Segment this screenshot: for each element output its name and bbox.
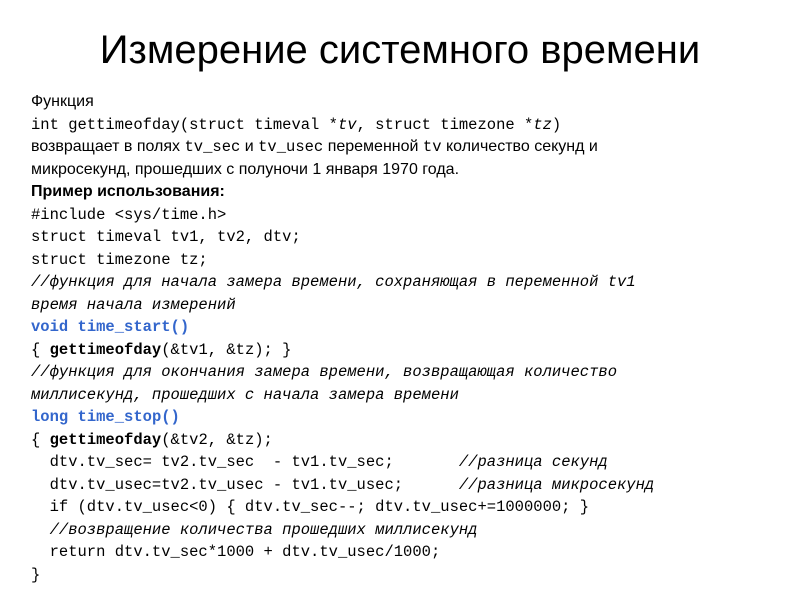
call-gettimeofday: gettimeofday: [49, 430, 162, 449]
code-include: #include <sys/time.h>: [31, 205, 227, 224]
field-tv-sec: tv_sec: [184, 138, 241, 156]
code-text: dtv.tv_usec=tv2.tv_usec - tv1.tv_usec;: [31, 475, 459, 494]
slide-body: [31, 91, 781, 586]
description-text: возвращает в полях: [31, 138, 185, 155]
code-comment: миллисекунд, прошедших с начала замера времени: [31, 385, 459, 404]
code-comment: //возвращение количества прошедших миллисекунд: [31, 520, 478, 539]
code-declaration: struct timezone tz;: [31, 250, 208, 269]
code-inline-comment: //разница секунд: [458, 453, 608, 471]
description-line: микросекунд, прошедших с полуночи 1 января 1970 года.: [31, 160, 460, 178]
code-declaration: struct timeval tv1, tv2, dtv;: [31, 228, 301, 246]
code-comment: //функция для начала замера времени, сохраняющая в переменной tv1: [31, 273, 636, 291]
function-label: Функция: [31, 93, 94, 110]
code-brace: }: [31, 565, 41, 584]
code-comment: время начала измерений: [31, 295, 236, 314]
example-label: Пример использования:: [31, 183, 225, 200]
description-text: переменной: [323, 138, 423, 155]
function-name: time_start(): [77, 318, 190, 336]
code-comment: //функция для окончания замера времени, возвращающая количество: [31, 363, 617, 381]
call-args: (&tv2, &tz);: [161, 430, 273, 449]
signature-part: , struct timezone *: [356, 115, 534, 134]
field-tv: tv: [422, 138, 442, 156]
signature-param-tv: tv: [337, 115, 357, 134]
function-header-time-start: [31, 316, 781, 339]
code-brace: {: [31, 340, 50, 359]
signature-part: int gettimeofday(struct timeval *: [31, 115, 338, 134]
call-gettimeofday: gettimeofday: [49, 340, 162, 359]
description-text: количество секунд и: [441, 138, 598, 155]
code-statement: return dtv.tv_sec*1000 + dtv.tv_usec/1000;: [31, 543, 441, 561]
code-text: dtv.tv_sec= tv2.tv_sec - tv1.tv_sec;: [31, 453, 459, 471]
function-header-time-stop: [31, 406, 781, 429]
code-body-line: [31, 429, 781, 452]
description-line: [31, 136, 781, 159]
call-args: (&tv1, &tz); }: [161, 340, 292, 359]
code-inline-comment: //разница микросекунд: [458, 475, 655, 494]
slide-title: Измерение системного времени: [99, 28, 701, 72]
signature-param-tz: tz: [533, 115, 552, 134]
description-text: и: [240, 138, 259, 155]
code-brace: {: [31, 430, 50, 449]
keyword-void: void: [31, 318, 69, 336]
code-statement: if (dtv.tv_usec<0) { dtv.tv_sec--; dtv.tv_usec+=1000000; }: [31, 498, 590, 516]
signature-part: ): [551, 115, 562, 134]
keyword-long: long: [31, 408, 69, 426]
code-statement: [31, 451, 781, 474]
function-signature: [31, 114, 781, 137]
field-tv-usec: tv_usec: [258, 138, 324, 156]
function-name: time_stop(): [77, 408, 180, 426]
code-statement: [31, 474, 781, 497]
code-body-line: [31, 339, 781, 362]
